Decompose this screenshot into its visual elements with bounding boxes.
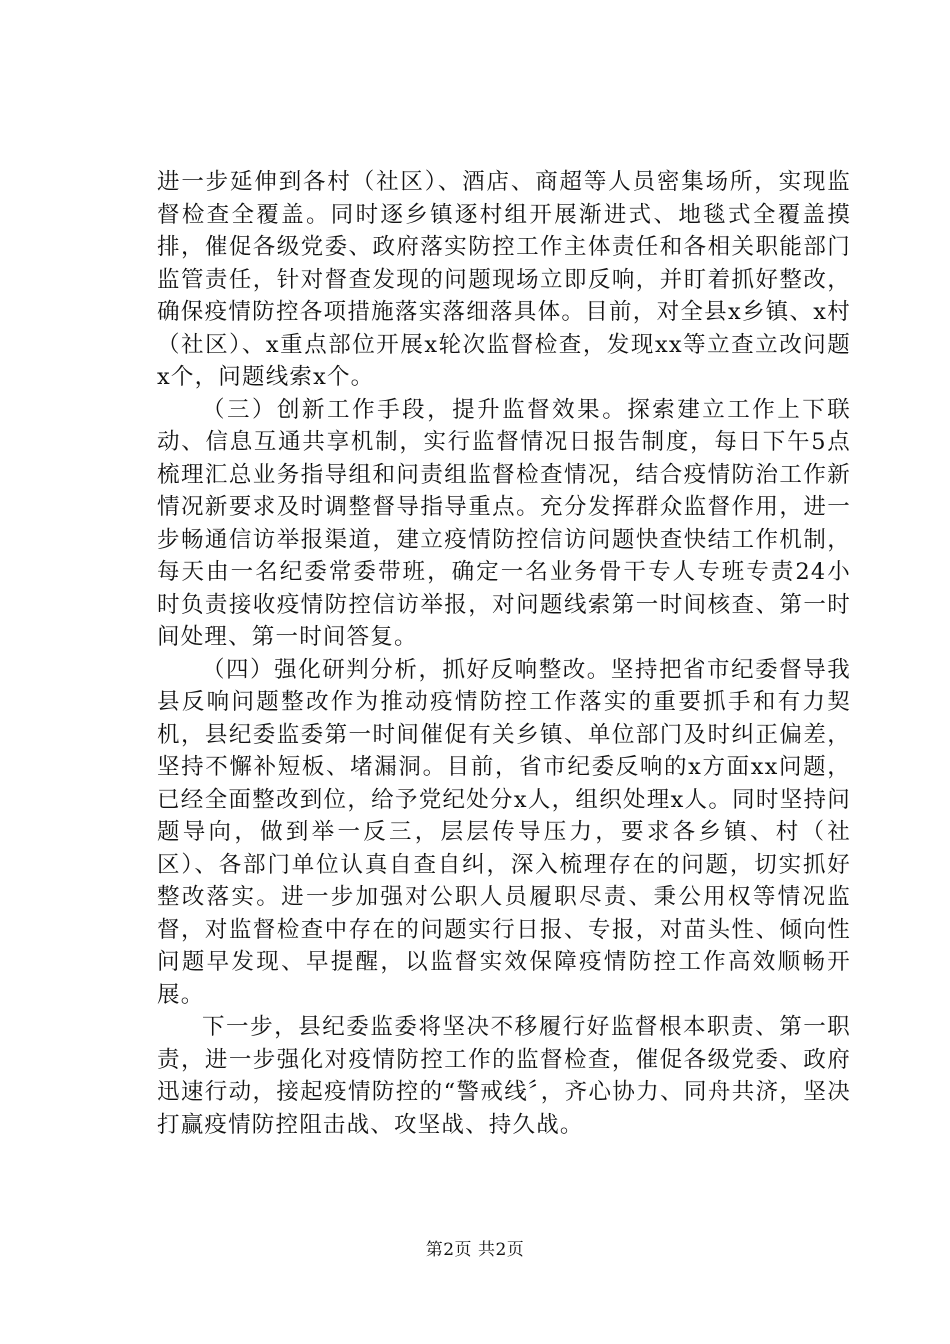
paragraph-next-step: 下一步，县纪委监委将坚决不移履行好监督根本职责、第一职责，进一步强化对疫情防控工作的监督检查，催促各级党委、政府迅速行动，接起疫情防控的“警戒线〞，齐心协力、同舟共济，坚决打赢疫情防控阻击战、攻坚战、持久战。 bbox=[157, 1014, 851, 1138]
paragraph-continuation: 进一步延伸到各村（社区）、酒店、商超等人员密集场所，实现监督检查全覆盖。同时逐乡镇逐村组开展渐进式、地毯式全覆盖摸排，催促各级党委、政府落实防控工作主体责任和各相关职能部门监管责任，针对督查发现的问题现场立即反响，并盯着抓好整改，确保疫情防控各项措施落实落细落具体。目前，对全县x乡镇、x村（社区）、x重点部位开展x轮次监督检查，发现xx等立查立改问题x个，问题线索x个。 bbox=[157, 169, 851, 390]
paragraph-section-four: （四）强化研判分析，抓好反响整改。坚持把省市纪委督导我县反响问题整改作为推动疫情防控工作落实的重要抓手和有力契机，县纪委监委第一时间催促有关乡镇、单位部门及时纠正偏差，坚持不懈补短板、堵漏洞。目前，省市纪委反响的x方面xx问题，已经全面整改到位，给予党纪处分x人，组织处理x人。同时坚持问题导向，做到举一反三，层层传导压力，要求各乡镇、村（社区）、各部门单位认真自查自纠，深入梳理存在的问题，切实抓好整改落实。进一步加强对公职人员履职尽责、秉公用权等情况监督，对监督检查中存在的问题实行日报、专报，对苗头性、倾向性问题早发现、早提醒，以监督实效保障疫情防控工作高效顺畅开展。 bbox=[157, 656, 851, 1008]
paragraph-section-three: （三）创新工作手段，提升监督效果。探索建立工作上下联动、信息互通共享机制，实行监督情况日报告制度，每日下午5点梳理汇总业务指导组和问责组监督检查情况，结合疫情防治工作新情况新要求及时调整督导指导重点。充分发挥群众监督作用，进一步畅通信访举报渠道，建立疫情防控信访问题快查快结工作机制，每天由一名纪委常委带班，确定一名业务骨干专人专班专责24小时负责接收疫情防控信访举报，对问题线索第一时间核查、第一时间处理、第一时间答复。 bbox=[157, 396, 851, 650]
page-footer: 第2页 共2页 bbox=[425, 1240, 525, 1260]
document-body bbox=[157, 166, 851, 1141]
